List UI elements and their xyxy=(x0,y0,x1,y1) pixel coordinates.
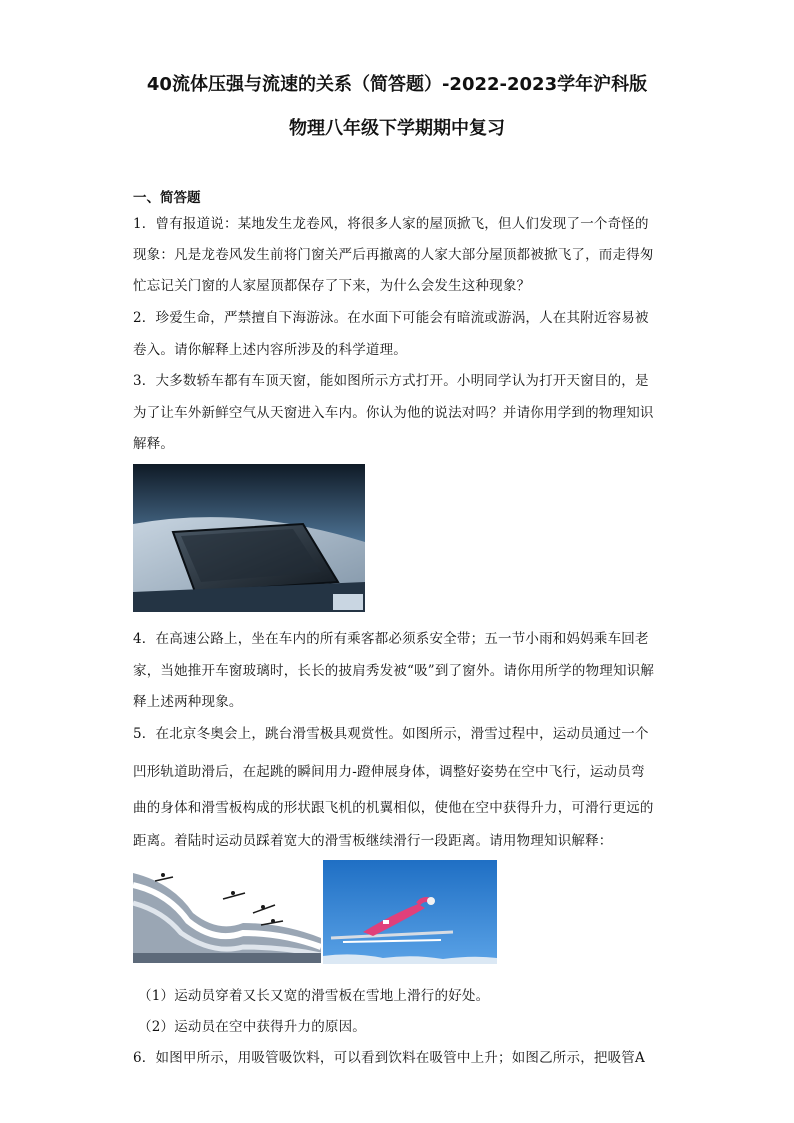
question-5-sub-2: （2）运动员在空中获得升力的原因。 xyxy=(138,1019,366,1035)
question-5-line-2: 凹形轨道助滑后，在起跳的瞬间用力-蹬伸展身体，调整好姿势在空中飞行，运动员弯 xyxy=(133,764,645,780)
question-5-line-1: 5．在北京冬奥会上，跳台滑雪极具观赏性。如图所示，滑雪过程中，运动员通过一个 xyxy=(133,726,649,742)
section-heading: 一、简答题 xyxy=(133,190,201,206)
question-1-line-3: 忙忘记关门窗的人家屋顶都保存了下来，为什么会发生这种现象？ xyxy=(133,278,531,294)
question-5-sub-1: （1）运动员穿着又长又宽的滑雪板在雪地上滑行的好处。 xyxy=(138,988,490,1004)
question-6-line-1: 6．如图甲所示，用吸管吸饮料，可以看到饮料在吸管中上升；如图乙所示，把吸管A xyxy=(133,1050,645,1066)
question-4-line-3: 释上述两种现象。 xyxy=(133,694,243,710)
question-5-line-4: 距离。着陆时运动员踩着宽大的滑雪板继续滑行一段距离。请用物理知识解释： xyxy=(133,833,613,849)
question-1-line-2: 现象：凡是龙卷风发生前将门窗关严后再撤离的人家大部分屋顶都被掀飞了，而走得匆 xyxy=(133,247,654,263)
question-3-line-2: 为了让车外新鲜空气从天窗进入车内。你认为他的说法对吗？并请你用学到的物理知识 xyxy=(133,405,654,421)
question-4-line-2: 家，当她推开车窗玻璃时，长长的披肩秀发被“吸”到了窗外。请你用所学的物理知识解 xyxy=(133,663,655,679)
question-1-line-1: 1．曾有报道说：某地发生龙卷风，将很多人家的屋顶掀飞，但人们发现了一个奇怪的 xyxy=(133,216,649,232)
ski-jump-diagram xyxy=(133,863,321,963)
question-2-line-1: 2．珍爱生命，严禁擅自下海游泳。在水面下可能会有暗流或游涡，人在其附近容易被 xyxy=(133,310,649,326)
ski-jumper-photo xyxy=(323,860,497,964)
question-2-line-2: 卷入。请你解释上述内容所涉及的科学道理。 xyxy=(133,342,407,358)
question-5-line-3: 曲的身体和滑雪板构成的形状跟飞机的机翼相似，使他在空中获得升力，可滑行更远的 xyxy=(133,800,654,816)
question-4-line-1: 4．在高速公路上，坐在车内的所有乘客都必须系安全带；五一节小雨和妈妈乘车回老 xyxy=(133,631,649,647)
document-title-line-2: 物理八年级下学期期中复习 xyxy=(289,118,505,139)
document-title-line-1: 40流体压强与流速的关系（简答题）-2022-2023学年沪科版 xyxy=(146,74,648,95)
question-3-line-1: 3．大多数轿车都有车顶天窗，能如图所示方式打开。小明同学认为打开天窗目的，是 xyxy=(133,373,649,389)
question-3-line-3: 解释。 xyxy=(133,436,175,452)
car-sunroof-image xyxy=(133,464,365,612)
